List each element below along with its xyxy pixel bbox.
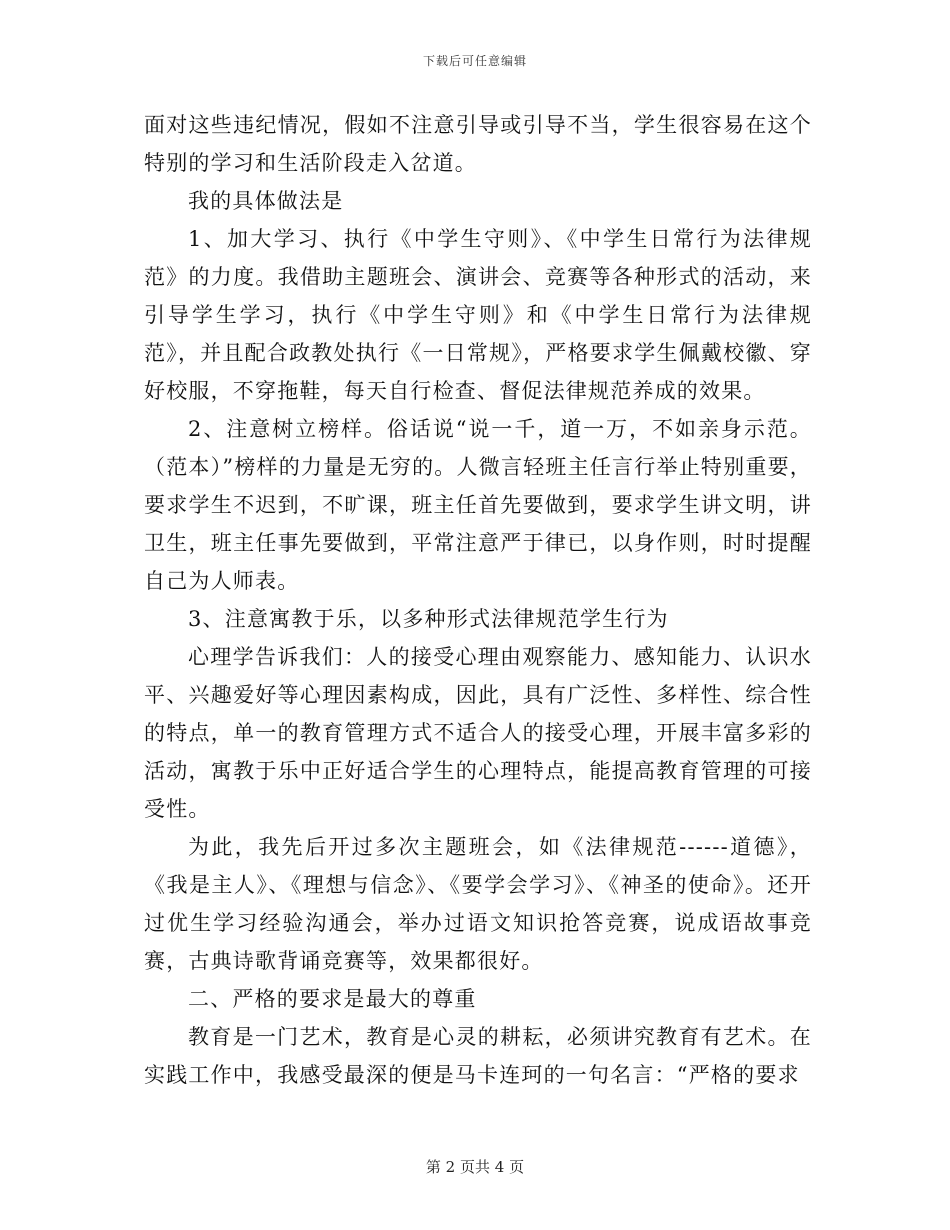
paragraph-1: 面对这些违纪情况，假如不注意引导或引导不当，学生很容易在这个特别的学习和生活阶段走入岔道。: [144, 113, 812, 175]
document-body: [144, 106, 812, 1094]
paragraph-2: 我的具体做法是: [188, 189, 344, 213]
paragraph-6: 心理学告诉我们：人的接受心理由观察能力、感知能力、认识水平、兴趣爱好等心理因素构成，因此，具有广泛性、多样性、综合性的特点，单一的教育管理方式不适合人的接受心理，开展丰富多彩的活动，寓教于乐中正好适合学生的心理特点，能提高教育管理的可接受性。: [144, 645, 812, 821]
paragraph-4: 2、注意树立榜样。俗话说“说一千，道一万，不如亲身示范。（范本）”榜样的力量是无穷的。人微言轻班主任言行举止特别重要，要求学生不迟到，不旷课，班主任首先要做到，要求学生讲文明，讲卫生，班主任事先要做到，平常注意严于律已，以身作则，时时提醒自己为人师表。: [144, 417, 812, 593]
paragraph-3: 1、加大学习、执行《中学生守则》、《中学生日常行为法律规范》的力度。我借助主题班会、演讲会、竞赛等各种形式的活动，来引导学生学习，执行《中学生守则》和《中学生日常行为法律规范》，并且配合政教处执行《一日常规》，严格要求学生佩戴校徽、穿好校服，不穿拖鞋，每天自行检查、督促法律规范养成的效果。: [144, 227, 812, 403]
page-header-note: 下载后可任意编辑: [422, 54, 527, 68]
page-number-footer: 第 2 页共 4 页: [425, 1158, 525, 1176]
paragraph-9: 教育是一门艺术，教育是心灵的耕耘，必须讲究教育有艺术。在实践工作中，我感受最深的便是马卡连珂的一句名言：“严格的要求: [144, 1025, 812, 1087]
paragraph-7: 为此，我先后开过多次主题班会，如《法律规范------道德》，《我是主人》、《理想与信念》、《要学会学习》、《神圣的使命》。还开过优生学习经验沟通会，举办过语文知识抢答竞赛，说成语故事竞赛，古典诗歌背诵竞赛等，效果都很好。: [144, 835, 812, 973]
paragraph-8: 二、严格的要求是最大的尊重: [188, 987, 477, 1011]
paragraph-5: 3、注意寓教于乐，以多种形式法律规范学生行为: [188, 607, 669, 631]
